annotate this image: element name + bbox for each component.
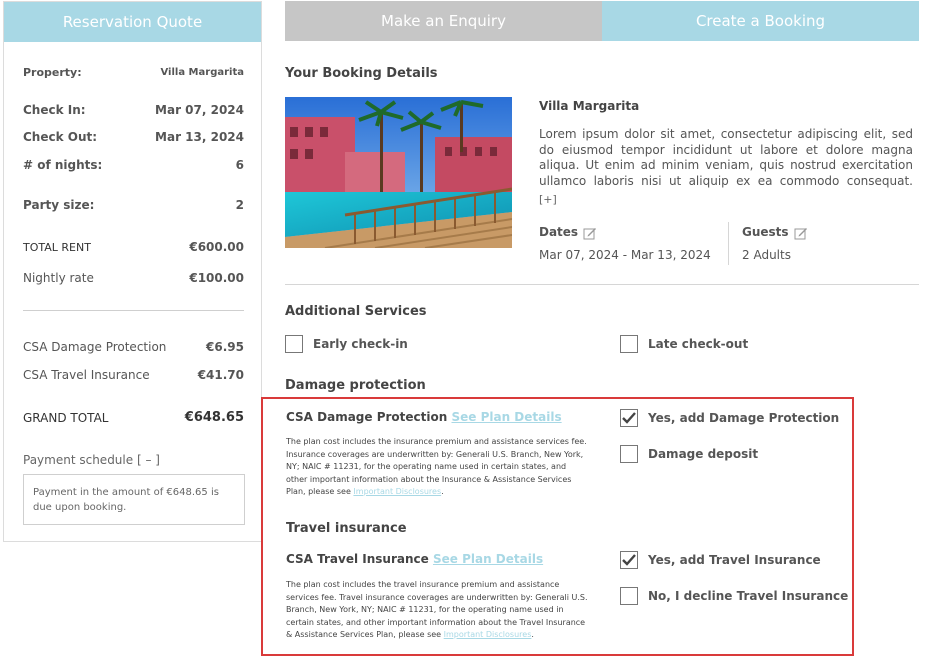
nights-row bbox=[23, 158, 244, 172]
dates-label-text: Dates bbox=[539, 225, 579, 239]
decline-travel-insurance-label: No, I decline Travel Insurance bbox=[648, 589, 849, 603]
damage-protection-value: €6.95 bbox=[206, 340, 244, 354]
additional-services-title: Additional Services bbox=[285, 304, 427, 319]
travel-plan-text: The plan cost includes the travel insurance premium and assistance services fee. Travel insurance coverages are underwritten by: Generali U.S. Branch, New York, NY; NAIC # 11231, for the operating name used in certain states, and other important information about the Travel Insurance & Assistance Services Plan, please see Important Disclosures. bbox=[286, 580, 588, 639]
tab-make-enquiry[interactable]: Make an Enquiry bbox=[285, 1, 602, 41]
property-row bbox=[23, 66, 244, 79]
property-value: Villa Margarita bbox=[160, 67, 244, 78]
party-size-value: 2 bbox=[235, 198, 244, 212]
add-damage-protection-checkbox[interactable] bbox=[620, 409, 638, 427]
late-checkout-checkbox[interactable] bbox=[620, 335, 638, 353]
reservation-quote-panel bbox=[3, 1, 262, 542]
add-travel-insurance-option[interactable] bbox=[620, 551, 821, 569]
damage-plan-title: CSA Damage Protection bbox=[286, 410, 448, 424]
edit-guests-icon[interactable] bbox=[794, 226, 807, 239]
check-out-label: Check Out: bbox=[23, 130, 98, 144]
decline-travel-insurance-option[interactable] bbox=[620, 587, 848, 605]
nights-label: # of nights: bbox=[23, 158, 103, 172]
edit-dates-icon[interactable] bbox=[583, 226, 596, 239]
damage-disclosures-link[interactable]: Important Disclosures bbox=[353, 487, 442, 496]
nightly-rate-value: €100.00 bbox=[189, 271, 244, 285]
damage-plan-text: The plan cost includes the insurance premium and assistance services fee. Insurance coverages are underwritten by: Generali U.S. Branch, New York, NY; NAIC # 11231, for the operating name used in certain states, and other important information about the Insurance & Assistance Services Plan, please see Important Disclosures. bbox=[286, 437, 587, 496]
guests-label-text: Guests bbox=[742, 225, 789, 239]
travel-disclosures-link[interactable]: Important Disclosures bbox=[443, 630, 532, 639]
checkmark-icon bbox=[622, 554, 636, 566]
guests-value: 2 Adults bbox=[742, 248, 791, 262]
damage-protection-label: CSA Damage Protection bbox=[23, 340, 167, 354]
travel-insurance-row bbox=[23, 368, 244, 382]
total-rent-row bbox=[23, 240, 244, 254]
booking-details-title: Your Booking Details bbox=[285, 66, 438, 81]
party-size-row bbox=[23, 198, 244, 212]
nightly-rate-row bbox=[23, 271, 244, 285]
add-travel-insurance-checkbox[interactable] bbox=[620, 551, 638, 569]
dates-label bbox=[539, 225, 596, 239]
grand-total-row bbox=[23, 410, 244, 425]
total-rent-label: TOTAL RENT bbox=[23, 240, 91, 254]
damage-plan-description: The plan cost includes the insurance premium and assistance services fee. Insurance coverages are underwritten by: Generali U.S. Branch, New York, NY; NAIC # 11231, for the operating name used in certain states, and other important information about the Insurance & Assistance Services Plan, please see bbox=[286, 437, 587, 496]
travel-plan-details-link[interactable]: See Plan Details bbox=[432, 552, 544, 566]
travel-insurance-title: Travel insurance bbox=[286, 521, 407, 536]
sidebar-divider bbox=[23, 310, 244, 311]
decline-travel-insurance-checkbox[interactable] bbox=[620, 587, 638, 605]
description-expand-toggle[interactable]: [+] bbox=[539, 193, 557, 206]
payment-schedule-box: Payment in the amount of €648.65 is due upon booking. bbox=[23, 474, 245, 525]
travel-plan-title: CSA Travel Insurance bbox=[286, 552, 429, 566]
property-photo bbox=[285, 97, 512, 248]
check-in-label: Check In: bbox=[23, 103, 86, 117]
details-separator bbox=[728, 222, 729, 265]
party-size-label: Party size: bbox=[23, 198, 95, 212]
late-checkout-option[interactable] bbox=[620, 335, 748, 353]
damage-protection-title: Damage protection bbox=[285, 378, 426, 393]
reservation-quote-title: Reservation Quote bbox=[4, 2, 261, 42]
property-description: Lorem ipsum dolor sit amet, consectetur adipiscing elit, sed do eiusmod tempor incididunt ut labore et dolore magna aliqua. Ut enim ad minim veniam, quis nostrud exercitation ullamco laboris nisi ut aliquip ex ea commodo consequat. bbox=[539, 127, 913, 188]
damage-plan-details-link[interactable]: See Plan Details bbox=[451, 410, 562, 424]
add-travel-insurance-label: Yes, add Travel Insurance bbox=[648, 553, 821, 567]
payment-schedule-toggle[interactable]: Payment schedule [ – ] bbox=[23, 453, 160, 467]
section-divider bbox=[285, 284, 919, 285]
check-out-value: Mar 13, 2024 bbox=[155, 130, 244, 144]
check-out-row bbox=[23, 130, 244, 144]
nightly-rate-label: Nightly rate bbox=[23, 271, 94, 285]
nights-value: 6 bbox=[235, 158, 244, 172]
total-rent-value: €600.00 bbox=[189, 240, 244, 254]
early-checkin-label: Early check-in bbox=[313, 337, 408, 351]
tab-create-booking[interactable]: Create a Booking bbox=[602, 1, 919, 41]
grand-total-value: €648.65 bbox=[184, 410, 244, 425]
damage-protection-row bbox=[23, 340, 244, 354]
property-label: Property: bbox=[23, 66, 82, 79]
damage-deposit-option[interactable] bbox=[620, 445, 758, 463]
travel-insurance-value: €41.70 bbox=[197, 368, 244, 382]
damage-deposit-label: Damage deposit bbox=[648, 447, 759, 461]
early-checkin-checkbox[interactable] bbox=[285, 335, 303, 353]
early-checkin-option[interactable] bbox=[285, 335, 408, 353]
add-damage-protection-label: Yes, add Damage Protection bbox=[648, 411, 840, 425]
check-in-row bbox=[23, 103, 244, 117]
travel-plan-heading bbox=[286, 552, 543, 566]
check-in-value: Mar 07, 2024 bbox=[155, 103, 244, 117]
dates-value: Mar 07, 2024 - Mar 13, 2024 bbox=[539, 248, 711, 262]
grand-total-label: GRAND TOTAL bbox=[23, 410, 109, 425]
guests-label bbox=[742, 225, 807, 239]
add-damage-protection-option[interactable] bbox=[620, 409, 839, 427]
travel-insurance-label: CSA Travel Insurance bbox=[23, 368, 150, 382]
travel-plan-description: The plan cost includes the travel insurance premium and assistance services fee. Travel insurance coverages are underwritten by: Generali U.S. Branch, New York, NY; NAIC # 11231, for the operating name used in certain states, and other important information about the Travel Insurance & Assistance Services Plan, please see bbox=[286, 580, 588, 639]
property-name: Villa Margarita bbox=[539, 99, 640, 113]
late-checkout-label: Late check-out bbox=[648, 337, 749, 351]
checkmark-icon bbox=[622, 412, 636, 424]
damage-deposit-checkbox[interactable] bbox=[620, 445, 638, 463]
damage-plan-heading bbox=[286, 410, 562, 424]
